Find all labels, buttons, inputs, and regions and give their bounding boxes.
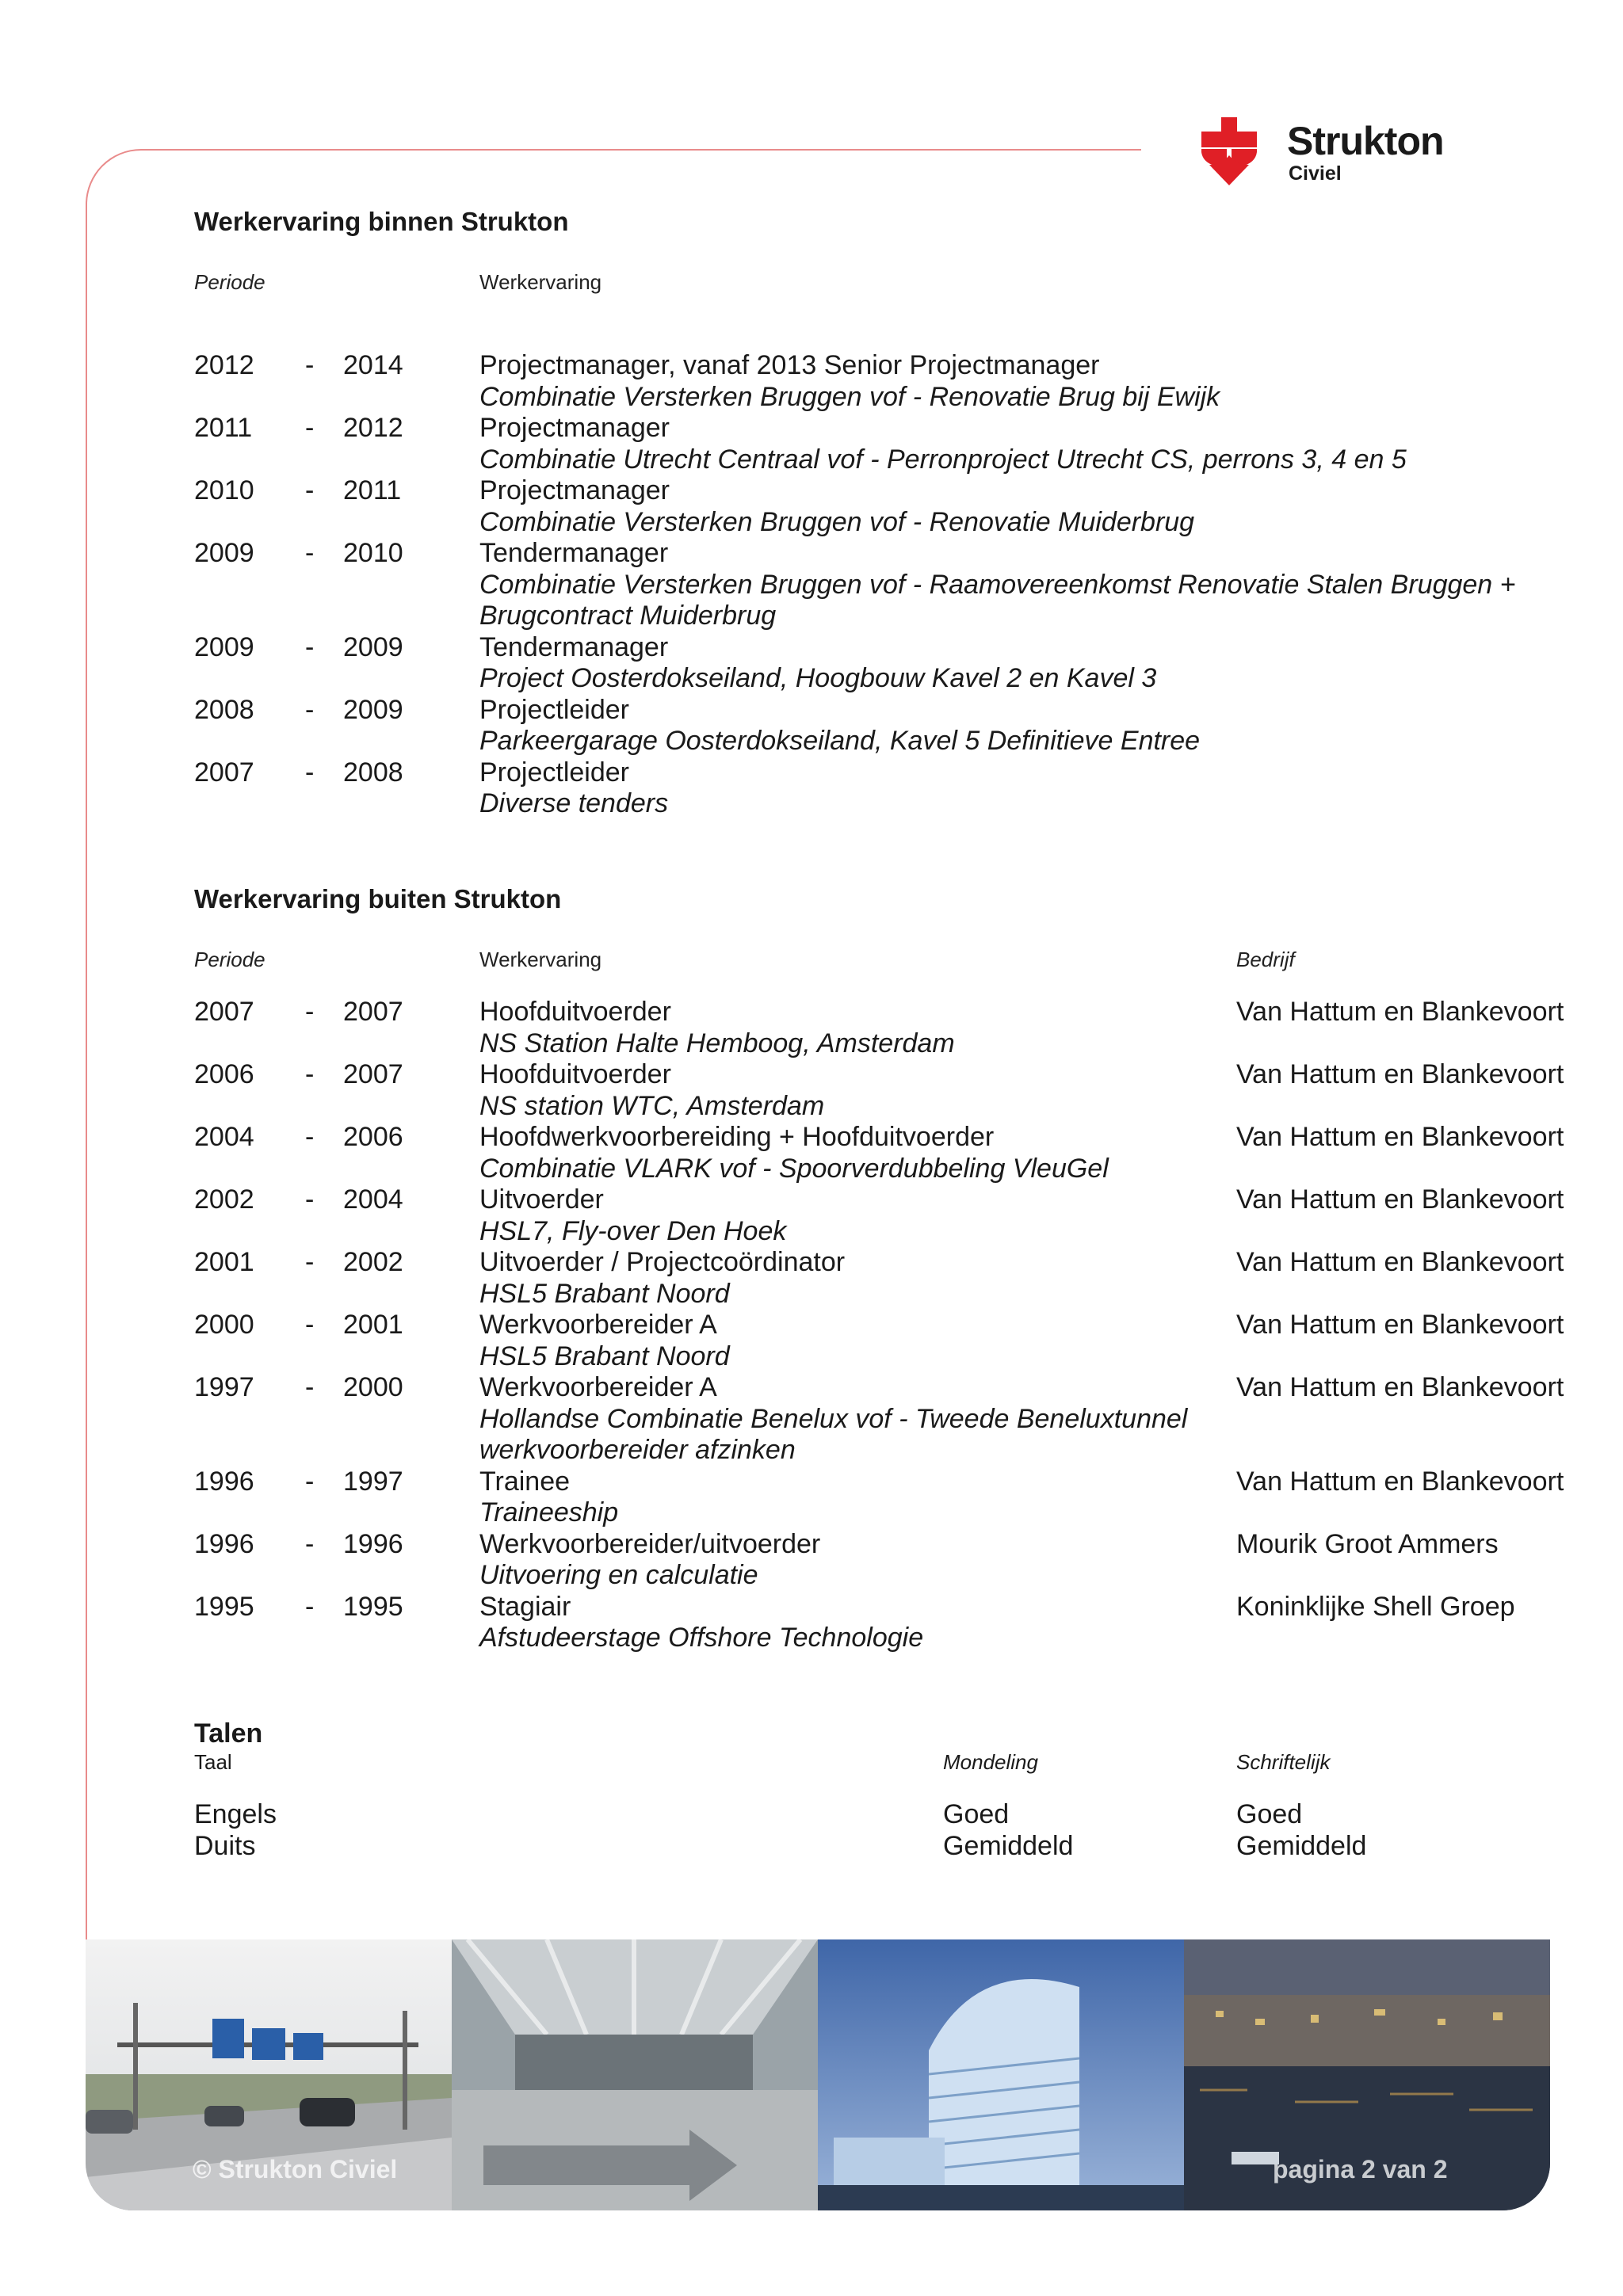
company-name: Koninklijke Shell Groep	[1236, 1591, 1515, 1622]
project-line: HSL7, Fly-over Den Hoek	[479, 1215, 787, 1246]
period-separator: -	[305, 1591, 315, 1622]
language-name: Duits	[194, 1831, 256, 1861]
period-start: 2009	[194, 538, 254, 568]
strukton-cross-heart-icon	[1198, 117, 1260, 185]
period-separator: -	[305, 1466, 315, 1497]
company-name: Van Hattum en Blankevoort	[1236, 1372, 1564, 1402]
column-header-written: Schriftelijk	[1236, 1750, 1331, 1774]
project-line: HSL5 Brabant Noord	[479, 1278, 730, 1309]
period-start: 1996	[194, 1466, 254, 1497]
period-separator: -	[305, 475, 315, 505]
project-line: Uitvoering en calculatie	[479, 1560, 758, 1590]
period-separator: -	[305, 757, 315, 788]
experience-row	[194, 1372, 1589, 1466]
language-name: Engels	[194, 1799, 277, 1829]
project-description	[479, 695, 1557, 757]
period-separator: -	[305, 538, 315, 568]
experience-row	[194, 1122, 1589, 1184]
project-line: Traineeship	[479, 1497, 619, 1527]
project-description	[479, 1059, 1557, 1122]
role-title: Projectmanager	[479, 413, 670, 443]
period-end: 2007	[343, 997, 403, 1027]
period-separator: -	[305, 1184, 315, 1215]
experience-row	[194, 1247, 1589, 1310]
project-description	[479, 997, 1557, 1059]
experience-row	[194, 1529, 1589, 1592]
period-start: 2012	[194, 350, 254, 380]
period-end: 2012	[343, 413, 403, 443]
project-line: Combinatie VLARK vof - Spoorverdubbeling VleuGel	[479, 1153, 1109, 1184]
company-name: Van Hattum en Blankevoort	[1236, 1059, 1564, 1089]
company-name: Van Hattum en Blankevoort	[1236, 1247, 1564, 1277]
footer-photo-strip	[86, 1939, 1550, 2210]
section-title-external: Werkervaring buiten Strukton	[194, 884, 562, 913]
experience-row	[194, 413, 1589, 475]
period-end: 1997	[343, 1466, 403, 1497]
project-line: Parkeergarage Oosterdokseiland, Kavel 5 Definitieve Entree	[479, 726, 1201, 756]
oral-level: Gemiddeld	[943, 1831, 1074, 1861]
period-start: 1995	[194, 1591, 254, 1622]
period-end: 2011	[343, 475, 402, 505]
period-start: 1997	[194, 1372, 254, 1402]
company-name: Van Hattum en Blankevoort	[1236, 997, 1564, 1027]
project-line: Combinatie Versterken Bruggen vof - Renovatie Muiderbrug	[479, 506, 1195, 537]
project-line: NS station WTC, Amsterdam	[479, 1090, 825, 1121]
experience-row	[194, 1059, 1589, 1122]
project-description	[479, 757, 1557, 820]
period-separator: -	[305, 1310, 315, 1340]
footer-copyright: © Strukton Civiel	[193, 2155, 398, 2183]
period-end: 2008	[343, 757, 403, 788]
project-line: NS Station Halte Hemboog, Amsterdam	[479, 1028, 955, 1058]
company-name: Mourik Groot Ammers	[1236, 1528, 1499, 1559]
oral-level: Goed	[943, 1799, 1010, 1829]
parking-garage-photo	[452, 1939, 818, 2210]
period-end: 2009	[343, 631, 403, 662]
project-line: Project Oosterdokseiland, Hoogbouw Kavel 2 en Kavel 3	[479, 663, 1157, 693]
period-separator: -	[305, 997, 315, 1027]
project-line: Hollandse Combinatie Benelux vof - Tweede Beneluxtunnel	[479, 1403, 1188, 1434]
column-header-company: Bedrijf	[1236, 948, 1295, 971]
period-end: 2004	[343, 1184, 403, 1215]
role-title: Uitvoerder / Projectcoördinator	[479, 1247, 846, 1277]
period-end: 1996	[343, 1528, 403, 1559]
role-title: Projectleider	[479, 694, 629, 725]
role-title: Hoofduitvoerder	[479, 997, 671, 1027]
role-title: Stagiair	[479, 1591, 571, 1622]
period-start: 2002	[194, 1184, 254, 1215]
experience-row	[194, 475, 1589, 538]
project-description	[479, 1592, 1557, 1654]
period-end: 2002	[343, 1247, 403, 1277]
project-line: Combinatie Versterken Bruggen vof - Renovatie Brug bij Ewijk	[479, 381, 1220, 412]
column-header-experience: Werkervaring	[479, 948, 602, 971]
experience-row	[194, 1592, 1589, 1654]
project-description	[479, 538, 1557, 632]
project-line: Diverse tenders	[479, 788, 669, 818]
period-end: 2000	[343, 1372, 403, 1402]
language-row	[194, 1830, 1589, 1862]
role-title: Tendermanager	[479, 631, 669, 662]
experience-row	[194, 1184, 1589, 1247]
project-description	[479, 1247, 1557, 1310]
period-separator: -	[305, 350, 315, 380]
period-start: 2009	[194, 631, 254, 662]
experience-row	[194, 538, 1589, 632]
language-row	[194, 1798, 1589, 1830]
footer-page-number: pagina 2 van 2	[1273, 2155, 1448, 2183]
period-start: 2006	[194, 1059, 254, 1089]
role-title: Hoofduitvoerder	[479, 1059, 671, 1089]
project-description	[479, 413, 1557, 475]
period-start: 2007	[194, 757, 254, 788]
project-line: Afstudeerstage Offshore Technologie	[479, 1623, 924, 1653]
column-header-oral: Mondeling	[943, 1750, 1038, 1774]
period-start: 2010	[194, 475, 254, 505]
project-description	[479, 1529, 1557, 1592]
period-end: 2006	[343, 1122, 403, 1152]
period-separator: -	[305, 694, 315, 725]
period-start: 1996	[194, 1528, 254, 1559]
role-title: Tendermanager	[479, 538, 669, 568]
period-start: 2000	[194, 1310, 254, 1340]
project-description	[479, 350, 1557, 413]
project-line: Combinatie Versterken Bruggen vof - Raamovereenkomst Renovatie Stalen Bruggen +	[479, 569, 1516, 600]
period-end: 1995	[343, 1591, 403, 1622]
logo-division: Civiel	[1289, 162, 1342, 185]
project-description	[479, 1372, 1557, 1466]
period-start: 2004	[194, 1122, 254, 1152]
experience-row	[194, 1310, 1589, 1372]
project-line: HSL5 Brabant Noord	[479, 1341, 730, 1371]
role-title: Projectmanager, vanaf 2013 Senior Projectmanager	[479, 350, 1100, 380]
period-start: 2001	[194, 1247, 254, 1277]
strukton-logo	[1198, 117, 1460, 189]
period-start: 2007	[194, 997, 254, 1027]
period-end: 2009	[343, 694, 403, 725]
column-header-experience: Werkervaring	[479, 270, 602, 294]
period-separator: -	[305, 1122, 315, 1152]
section-title-languages: Talen	[194, 1718, 263, 1749]
company-name: Van Hattum en Blankevoort	[1236, 1310, 1564, 1340]
company-name: Van Hattum en Blankevoort	[1236, 1122, 1564, 1152]
period-separator: -	[305, 631, 315, 662]
column-header-period: Periode	[194, 270, 265, 294]
project-description	[479, 1466, 1557, 1529]
period-separator: -	[305, 1372, 315, 1402]
section-title-internal: Werkervaring binnen Strukton	[194, 207, 569, 236]
role-title: Uitvoerder	[479, 1184, 604, 1215]
project-description	[479, 475, 1557, 538]
written-level: Gemiddeld	[1236, 1831, 1367, 1861]
project-description	[479, 1310, 1557, 1372]
experience-row	[194, 757, 1589, 820]
project-description	[479, 1122, 1557, 1184]
role-title: Werkvoorbereider A	[479, 1310, 717, 1340]
external-experience-list	[194, 997, 1589, 1654]
written-level: Goed	[1236, 1799, 1303, 1829]
experience-row	[194, 350, 1589, 413]
role-title: Projectmanager	[479, 475, 670, 505]
project-line: Combinatie Utrecht Centraal vof - Perronproject Utrecht CS, perrons 3, 4 en 5	[479, 444, 1407, 475]
role-title: Hoofdwerkvoorbereiding + Hoofduitvoerder	[479, 1122, 995, 1152]
column-header-language: Taal	[194, 1750, 232, 1774]
column-header-period: Periode	[194, 948, 265, 971]
role-title: Projectleider	[479, 757, 629, 788]
project-line: werkvoorbereider afzinken	[479, 1435, 796, 1465]
period-end: 2007	[343, 1059, 403, 1089]
company-name: Van Hattum en Blankevoort	[1236, 1466, 1564, 1497]
experience-row	[194, 632, 1589, 695]
period-start: 2008	[194, 694, 254, 725]
project-line: Brugcontract Muiderbrug	[479, 601, 777, 631]
company-name: Van Hattum en Blankevoort	[1236, 1184, 1564, 1215]
role-title: Werkvoorbereider A	[479, 1372, 717, 1402]
period-end: 2001	[343, 1310, 403, 1340]
period-start: 2011	[194, 413, 253, 443]
project-description	[479, 1184, 1557, 1247]
project-description	[479, 632, 1557, 695]
logo-wordmark: Strukton	[1287, 119, 1444, 163]
internal-experience-list	[194, 350, 1589, 820]
period-separator: -	[305, 1059, 315, 1089]
period-separator: -	[305, 413, 315, 443]
period-separator: -	[305, 1247, 315, 1277]
period-end: 2010	[343, 538, 403, 568]
role-title: Werkvoorbereider/uitvoerder	[479, 1528, 821, 1559]
period-end: 2014	[343, 350, 403, 380]
experience-row	[194, 1466, 1589, 1529]
role-title: Trainee	[479, 1466, 571, 1497]
experience-row	[194, 997, 1589, 1059]
office-tower-photo	[818, 1939, 1184, 2210]
period-separator: -	[305, 1528, 315, 1559]
experience-row	[194, 695, 1589, 757]
